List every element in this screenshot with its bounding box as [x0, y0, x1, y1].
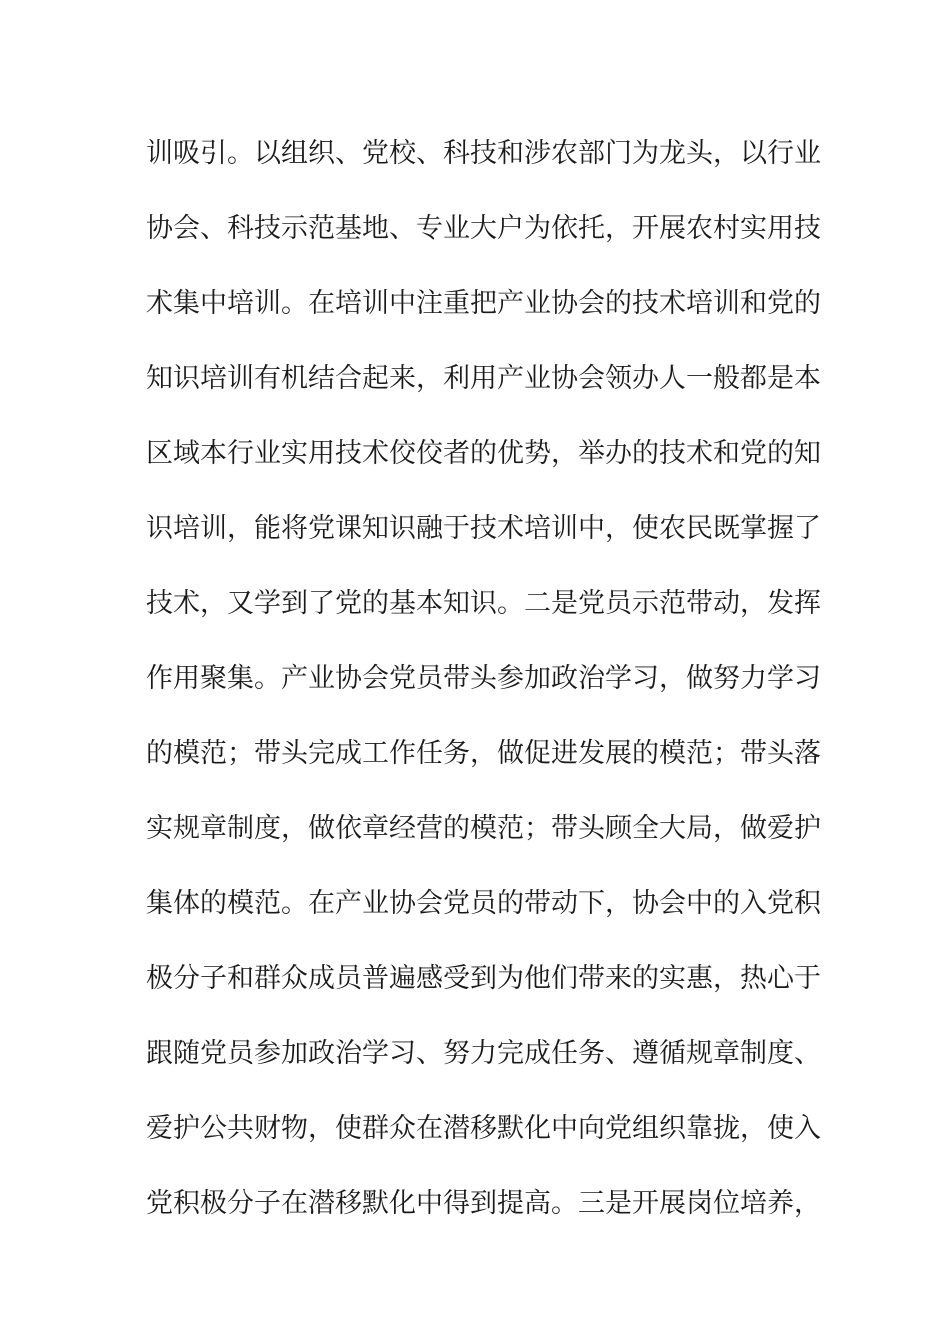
text-line: 术集中培训。在培训中注重把产业协会的技术培训和党的 [146, 288, 821, 319]
text-line: 协会、科技示范基地、专业大户为依托，开展农村实用技 [146, 213, 821, 244]
text-line: 的模范；带头完成工作任务，做促进发展的模范；带头落 [146, 738, 821, 769]
text-line: 训吸引。以组织、党校、科技和涉农部门为龙头，以行业 [146, 138, 821, 169]
text-line: 知识培训有机结合起来，利用产业协会领办人一般都是本 [146, 363, 821, 394]
text-line: 爱护公共财物，使群众在潜移默化中向党组织靠拢，使入 [146, 1113, 821, 1144]
text-line: 作用聚集。产业协会党员带头参加政治学习，做努力学习 [146, 663, 821, 694]
text-line: 党积极分子在潜移默化中得到提高。三是开展岗位培养， [146, 1188, 821, 1219]
text-line: 技术，又学到了党的基本知识。二是党员示范带动，发挥 [146, 588, 821, 619]
text-line: 识培训，能将党课知识融于技术培训中，使农民既掌握了 [146, 513, 821, 544]
text-line: 实规章制度，做依章经营的模范；带头顾全大局，做爱护 [146, 813, 821, 844]
text-line: 集体的模范。在产业协会党员的带动下，协会中的入党积 [146, 888, 821, 919]
text-line: 跟随党员参加政治学习、努力完成任务、遵循规章制度、 [146, 1038, 821, 1069]
text-line: 极分子和群众成员普遍感受到为他们带来的实惠，热心于 [146, 963, 821, 994]
body-text [146, 128, 821, 1253]
text-line: 区域本行业实用技术佼佼者的优势，举办的技术和党的知 [146, 438, 821, 469]
